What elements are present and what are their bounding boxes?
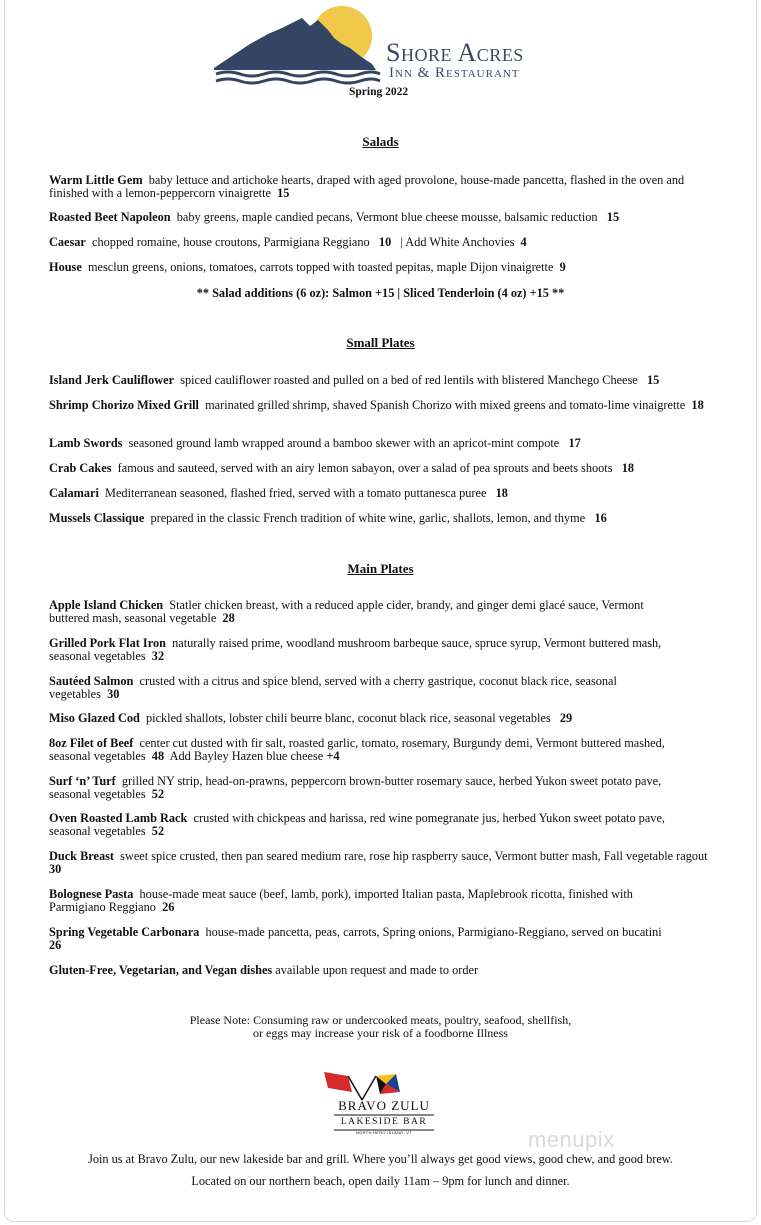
menu-item-grilled-pork-flat-iron <box>49 637 679 662</box>
item-desc: baby lettuce and artichoke hearts, draped with aged provolone, house-made pancetta, flashed in the oven and finished with a lemon-peppercorn vinaigrette <box>49 173 685 200</box>
item-price: 15 <box>277 185 290 200</box>
menu-item-apple-island-chicken <box>49 599 649 624</box>
item-name: 8oz Filet of Beef <box>49 736 134 750</box>
salad-additions: ** Salad additions (6 oz): Salmon +15 | Sliced Tenderloin (4 oz) +15 ** <box>196 286 565 300</box>
item-extra: | Add White Anchovies <box>400 235 515 249</box>
item-price: 29 <box>559 711 573 725</box>
item-desc: prepared in the classic French tradition of white wine, garlic, shallots, lemon, and thyme <box>150 511 586 525</box>
menu-item-caesar <box>49 236 717 249</box>
menu-item-house <box>49 261 717 274</box>
item-name: Crab Cakes <box>49 461 112 475</box>
menu-season: Spring 2022 <box>349 86 409 98</box>
item-name: Surf ‘n’ Turf <box>49 774 116 788</box>
item-desc: pickled shallots, lobster chili beurre blanc, coconut black rice, seasonal vegetables <box>146 711 551 725</box>
item-name: Warm Little Gem <box>49 173 143 187</box>
item-name: Mussels Classique <box>49 511 145 525</box>
menu-item-shrimp-chorizo-mixed-grill <box>49 399 717 412</box>
item-name: Spring Vegetable Carbonara <box>49 925 200 939</box>
item-desc: Statler chicken breast, with a reduced apple cider, brandy, and ginger demi glacé sauce, Vermont buttered mash, seasonal vegetable <box>49 598 644 625</box>
item-price: 18 <box>691 398 704 412</box>
dietary-note-text: available upon request and made to order <box>275 963 479 977</box>
item-desc: house-made pancetta, peas, carrots, Spring onions, Parmigiano-Reggiano, served on bucatini <box>205 925 662 939</box>
dietary-note <box>49 964 717 977</box>
health-note-line1: Please Note: Consuming raw or undercooked meats, poultry, seafood, shellfish, <box>189 1013 572 1027</box>
dietary-note-bold: Gluten-Free, Vegetarian, and Vegan dishes <box>49 963 273 977</box>
item-price: 30 <box>107 686 120 701</box>
item-price: 30 <box>49 861 62 876</box>
bravo-zulu-name: BRAVO ZULU <box>338 1098 430 1113</box>
brand-subtitle: Inn & Restaurant <box>389 65 520 81</box>
red-flag-icon <box>324 1072 352 1092</box>
item-price: 28 <box>222 610 235 625</box>
menu-item-bolognese-pasta <box>49 888 679 913</box>
item-desc: Mediterranean seasoned, flashed fried, served with a tomato puttanesca puree <box>105 486 487 500</box>
item-price: 16 <box>594 511 607 525</box>
wave-icon-1 <box>216 72 380 76</box>
item-price: 18 <box>621 461 635 475</box>
item-price: 17 <box>568 436 581 450</box>
menu-item-sauteed-salmon <box>49 675 659 700</box>
item-desc: crusted with chickpeas and harissa, red wine pomegranate jus, herbed Yukon sweet potato pave, seasonal vegetables <box>49 811 665 838</box>
item-desc: house-made meat sauce (beef, lamb, pork), imported Italian pasta, Maplebrook ricotta, finished with Parmigiano Reggiano <box>49 887 633 914</box>
menu-item-warm-little-gem <box>49 174 717 199</box>
item-price: 18 <box>495 486 508 500</box>
menu-item-oven-roasted-lamb-rack <box>49 812 679 837</box>
item-name: Miso Glazed Cod <box>49 711 140 725</box>
item-name: Lamb Swords <box>49 436 123 450</box>
wave-icon-2 <box>216 79 380 83</box>
item-desc: sweet spice crusted, then pan seared medium rare, rose hip raspberry sauce, Vermont butter mash, Fall vegetable ragout <box>120 849 708 863</box>
item-name: Bolognese Pasta <box>49 887 134 901</box>
item-name: Oven Roasted Lamb Rack <box>49 811 188 825</box>
item-desc: grilled NY strip, head-on-prawns, peppercorn brown-butter rosemary sauce, herbed Yukon sweet potato pave, seasonal vegetables <box>49 774 662 801</box>
item-price: 10 <box>378 235 392 249</box>
item-price: 9 <box>559 260 566 274</box>
watermark-text: menupix <box>528 1127 615 1152</box>
item-name: Island Jerk Cauliflower <box>49 373 175 387</box>
item-extra-price: 4 <box>520 235 527 249</box>
footer-line2: Located on our northern beach, open daily 11am – 9pm for lunch and dinner. <box>191 1174 570 1188</box>
menu-item-island-jerk-cauliflower <box>49 374 717 387</box>
section-title-salads: Salads <box>362 134 399 149</box>
item-price: 26 <box>49 937 62 952</box>
item-desc: seasoned ground lamb wrapped around a bamboo skewer with an apricot-mint compote <box>128 436 560 450</box>
item-desc: famous and sauteed, served with an airy lemon sabayon, over a salad of pea sprouts and beets shoots <box>117 461 613 475</box>
item-price: 32 <box>151 648 165 663</box>
health-note-line2: or eggs may increase your risk of a foodborne Illness <box>253 1026 508 1040</box>
menu-item-spring-vegetable-carbonara <box>49 926 669 951</box>
item-name: Sautéed Salmon <box>49 674 134 688</box>
item-name: Roasted Beet Napoleon <box>49 210 171 224</box>
item-name: Apple Island Chicken <box>49 598 164 612</box>
shore-acres-logo <box>210 4 390 88</box>
item-name: Duck Breast <box>49 849 115 863</box>
footer-line1: Join us at Bravo Zulu, our new lakeside bar and grill. Where you’ll always get good views, good chew, and good brew. <box>88 1152 673 1166</box>
item-name: Calamari <box>49 486 99 500</box>
bravo-zulu-subtitle: LAKESIDE BAR <box>340 1117 428 1127</box>
menu-item-roasted-beet-napoleon <box>49 211 717 224</box>
menu-item-crab-cakes <box>49 462 717 475</box>
flag-pole-right <box>362 1076 376 1100</box>
item-desc: baby greens, maple candied pecans, Vermont blue cheese mousse, balsamic reduction <box>176 210 598 224</box>
brand-name: Shore Acres <box>386 38 524 67</box>
item-name: Caesar <box>49 235 86 249</box>
item-price: 52 <box>151 823 165 838</box>
item-desc: naturally raised prime, woodland mushroom barbeque sauce, spruce syrup, Vermont buttered mash, seasonal vegetables <box>49 636 662 663</box>
menu-item-calamari <box>49 487 717 500</box>
item-name: Grilled Pork Flat Iron <box>49 636 166 650</box>
item-desc: crusted with a citrus and spice blend, served with a cherry gastrique, coconut black rice, seasonal vegetables <box>49 674 617 701</box>
item-desc: chopped romaine, house croutons, Parmigiana Reggiano <box>92 235 370 249</box>
menu-item-miso-glazed-cod <box>49 712 717 725</box>
menu-item-mussels-classique <box>49 512 717 525</box>
menu-item-duck-breast <box>49 850 717 875</box>
item-name: House <box>49 260 82 274</box>
item-desc: marinated grilled shrimp, shaved Spanish Chorizo with mixed greens and tomato-lime vinaigrette <box>205 398 686 412</box>
menu-item-filet-of-beef <box>49 737 669 762</box>
item-price: 15 <box>606 210 620 224</box>
item-desc: spiced cauliflower roasted and pulled on a bed of red lentils with blistered Manchego Cheese <box>180 373 638 387</box>
bravo-zulu-location: NORTH HERO ISLAND, VT <box>355 1130 412 1135</box>
item-desc: center cut dusted with fir salt, roasted garlic, tomato, rosemary, Burgundy demi, Vermont buttered mashed, seasonal vegetables <box>49 736 665 763</box>
menu-item-surf-n-turf <box>49 775 674 800</box>
item-price: 48 <box>151 748 165 763</box>
item-desc: mesclun greens, onions, tomatoes, carrots topped with toasted pepitas, maple Dijon vinaigrette <box>87 260 554 274</box>
item-extra-price: +4 <box>326 748 340 763</box>
item-price: 52 <box>151 786 165 801</box>
section-title-main-plates: Main Plates <box>347 561 414 576</box>
section-title-small-plates: Small Plates <box>346 335 415 350</box>
item-price: 26 <box>162 899 175 914</box>
item-extra: Add Bayley Hazen blue cheese <box>169 748 324 763</box>
menu-item-lamb-swords <box>49 437 717 450</box>
item-name: Shrimp Chorizo Mixed Grill <box>49 398 199 412</box>
item-price: 15 <box>647 373 660 387</box>
